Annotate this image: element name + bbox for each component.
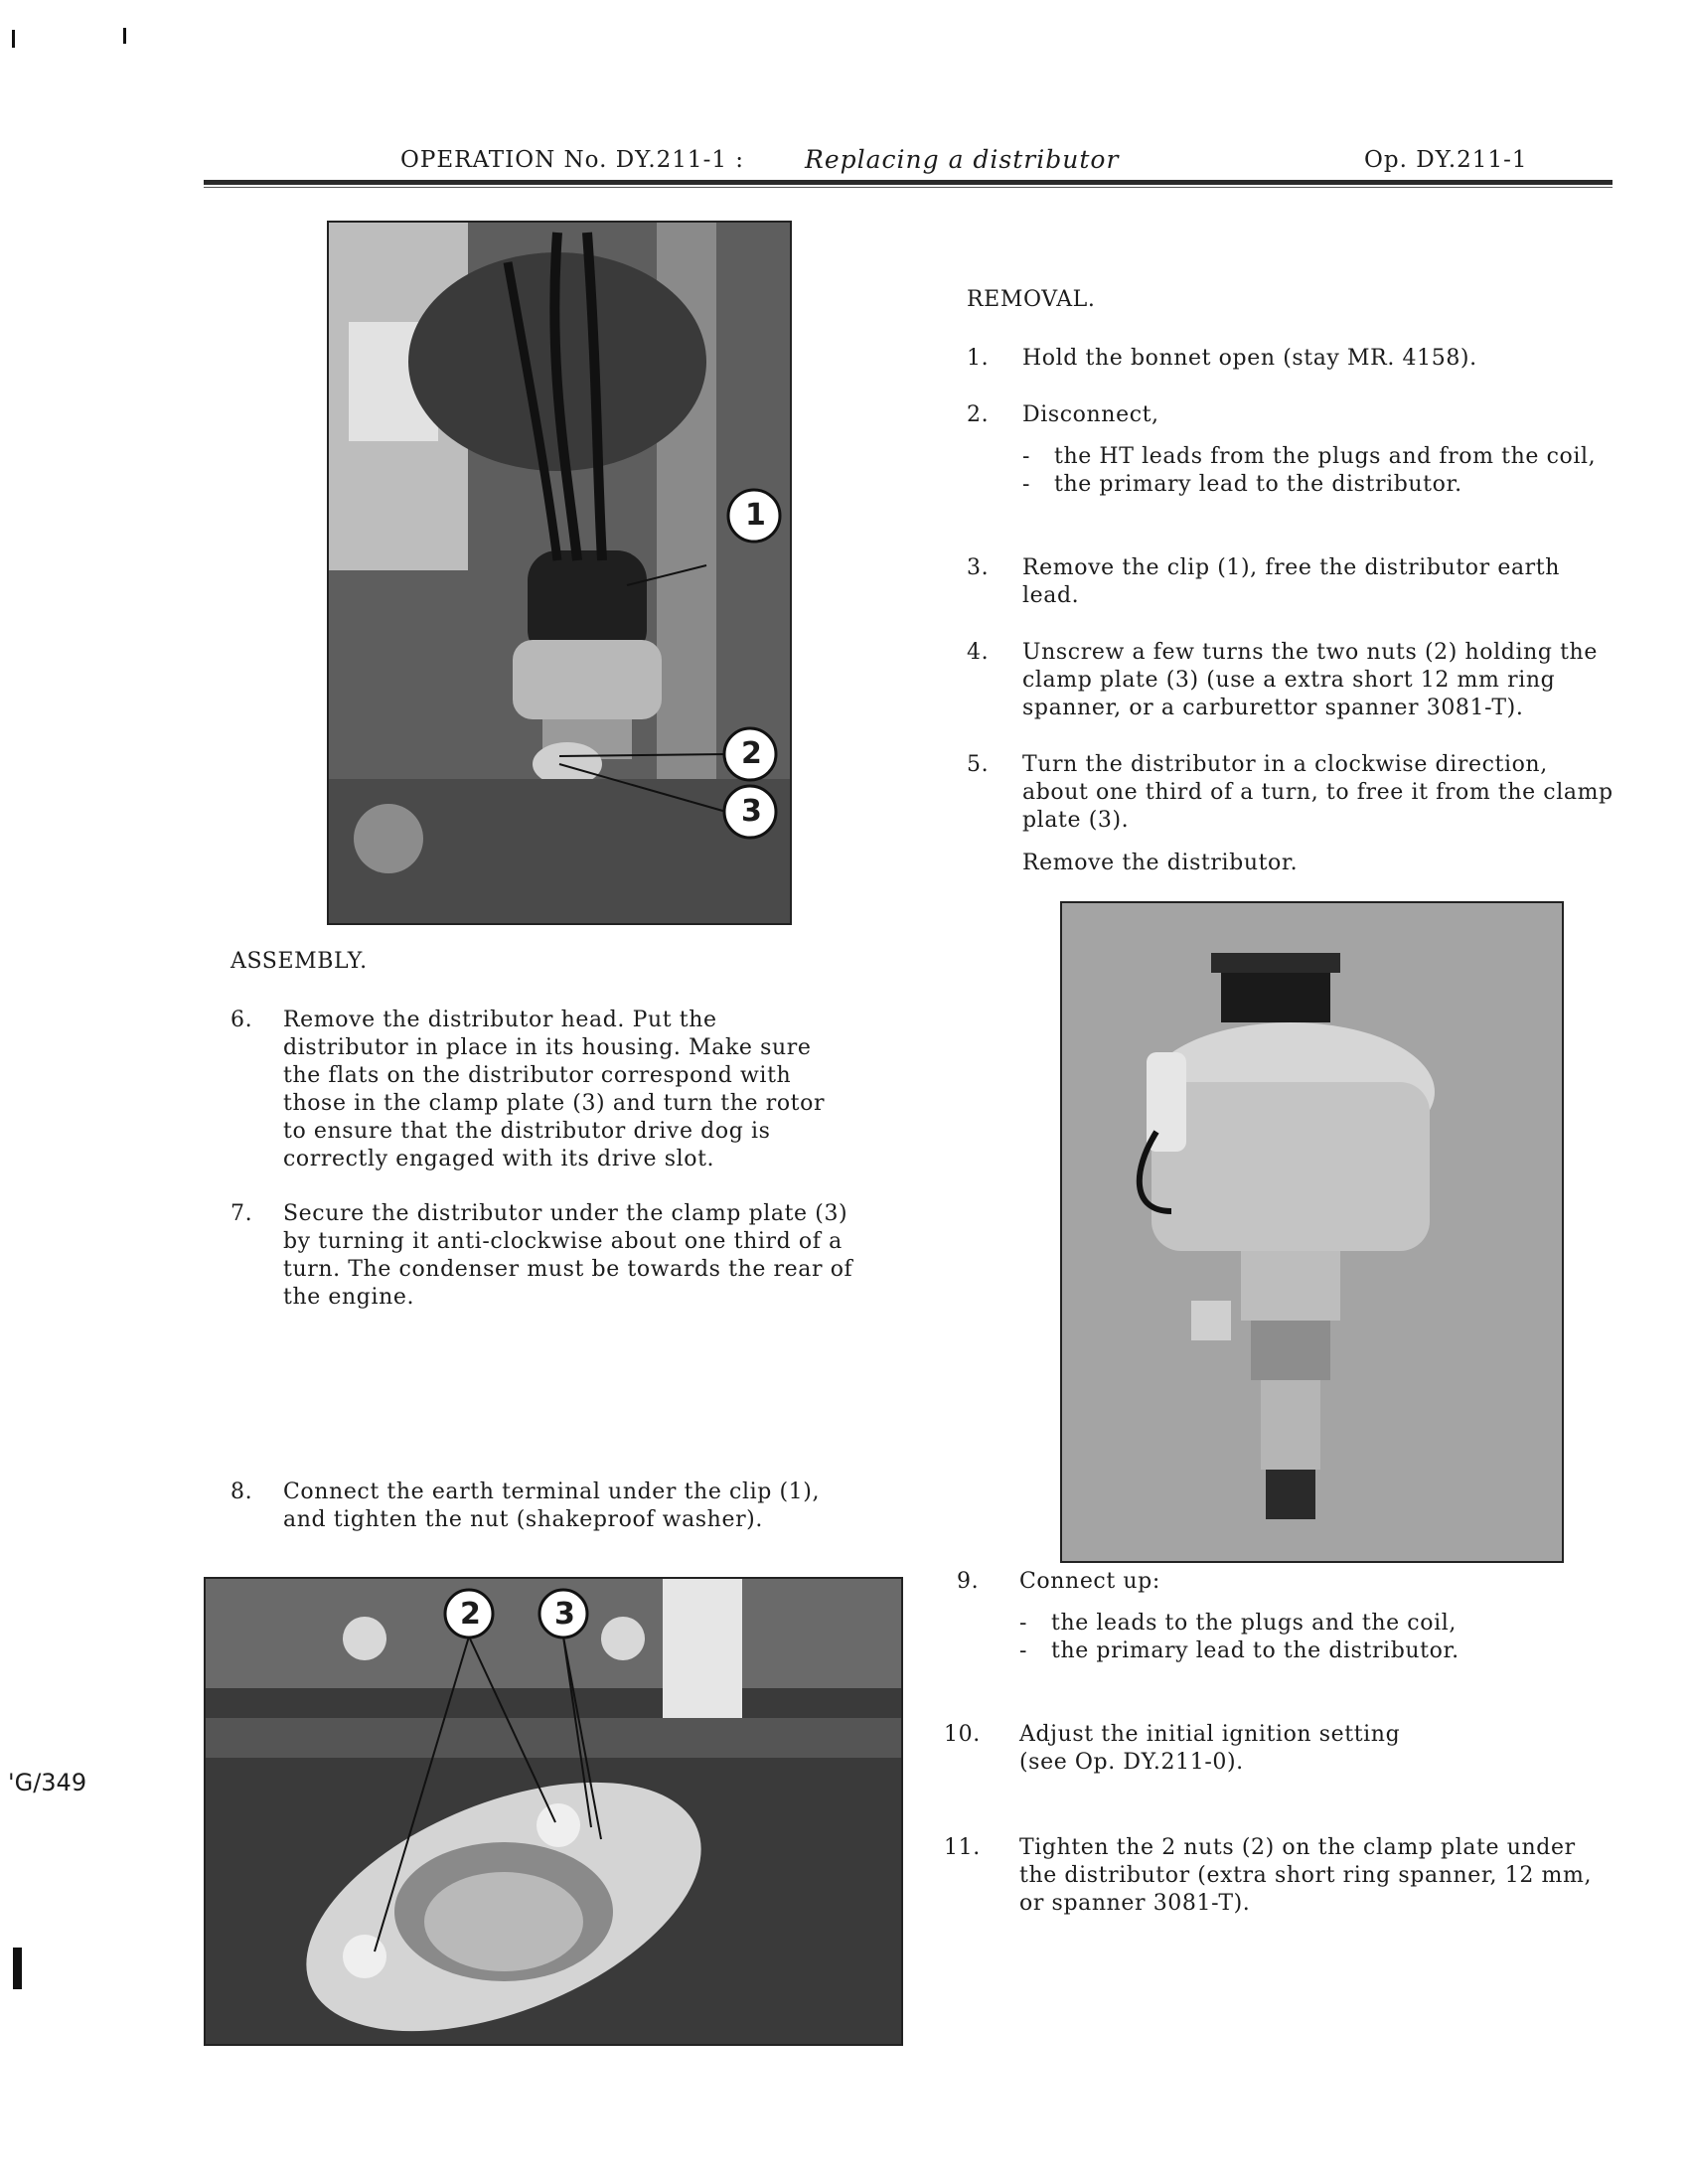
figure-engine-distributor xyxy=(327,221,792,925)
step-text: Adjust the initial ignition setting (see Op. DY.211-0). xyxy=(1019,1722,1401,1775)
margin-mark xyxy=(13,1948,22,1989)
step-text: Remove the clip (1), free the distributor earth lead. xyxy=(1022,555,1560,608)
list-item: - the primary lead to the distributor. xyxy=(1022,472,1462,497)
header-ref: Op. DY.211-1 xyxy=(1364,147,1528,173)
step-text: Connect up: xyxy=(1019,1569,1160,1594)
step-text: Turn the distributor in a clockwise direction, about one third of a turn, to free it from the clamp plate (3). xyxy=(1022,752,1613,833)
step-9-list xyxy=(1019,1610,1596,1665)
step-number: 8. xyxy=(230,1480,253,1504)
header-rule xyxy=(204,180,1612,185)
list-item: - the leads to the plugs and the coil, xyxy=(1019,1611,1457,1636)
step-number: 1. xyxy=(967,346,990,371)
removal-heading: REMOVAL. xyxy=(967,287,1096,312)
step-number: 11. xyxy=(944,1835,981,1860)
step-number: 4. xyxy=(967,640,990,665)
callout-3: 3 xyxy=(741,794,762,829)
header-operation: OPERATION No. DY.211-1 : xyxy=(400,147,745,173)
step-number: 5. xyxy=(967,752,990,777)
callout-2: 2 xyxy=(741,736,762,771)
step-2-list xyxy=(1022,443,1599,499)
margin-mark xyxy=(123,28,126,44)
step-number: 9. xyxy=(957,1569,980,1594)
step-text: Disconnect, xyxy=(1022,402,1159,427)
step-text: Tighten the 2 nuts (2) on the clamp plate under the distributor (extra short ring spanner, 12 mm, or spanner 3081-T). xyxy=(1019,1835,1593,1916)
header-rule-thin xyxy=(204,187,1612,188)
step-number: 6. xyxy=(230,1008,253,1032)
list-item: - the primary lead to the distributor. xyxy=(1019,1638,1459,1663)
step-text: Remove the distributor head. Put the distributor in place in its housing. Make sure the flats on the distributor correspond with those in the clamp plate (3) and turn the rotor to ensure that the distributor drive dog is correctly engaged with its drive slot. xyxy=(283,1008,826,1171)
callout-3: 3 xyxy=(554,1597,575,1632)
step-number: 2. xyxy=(967,402,990,427)
step-text: Secure the distributor under the clamp plate (3) by turning it anti-clockwise about one third of a turn. The condenser must be towards the rear of the engine. xyxy=(283,1201,853,1310)
figure-clamp-plate xyxy=(204,1577,903,2046)
step-text: Unscrew a few turns the two nuts (2) holding the clamp plate (3) (use a extra short 12 mm ring spanner, or a carburettor spanner 3081-T). xyxy=(1022,640,1598,720)
step-text: Connect the earth terminal under the clip (1), and tighten the nut (shakeproof washer). xyxy=(283,1480,821,1532)
list-item: - the HT leads from the plugs and from the coil, xyxy=(1022,444,1597,469)
figure-distributor xyxy=(1060,901,1564,1563)
step-number: 10. xyxy=(944,1722,981,1747)
step-number: 3. xyxy=(967,555,990,580)
callout-2: 2 xyxy=(460,1597,481,1632)
margin-mark xyxy=(12,30,15,48)
step-note: Remove the distributor. xyxy=(1022,851,1299,875)
callout-1: 1 xyxy=(745,498,766,533)
side-reference: 'G/349 xyxy=(8,1769,87,1796)
step-text: Hold the bonnet open (stay MR. 4158). xyxy=(1022,346,1477,371)
assembly-heading: ASSEMBLY. xyxy=(230,949,368,974)
header-title: Replacing a distributor xyxy=(805,145,1120,174)
step-number: 7. xyxy=(230,1201,253,1226)
